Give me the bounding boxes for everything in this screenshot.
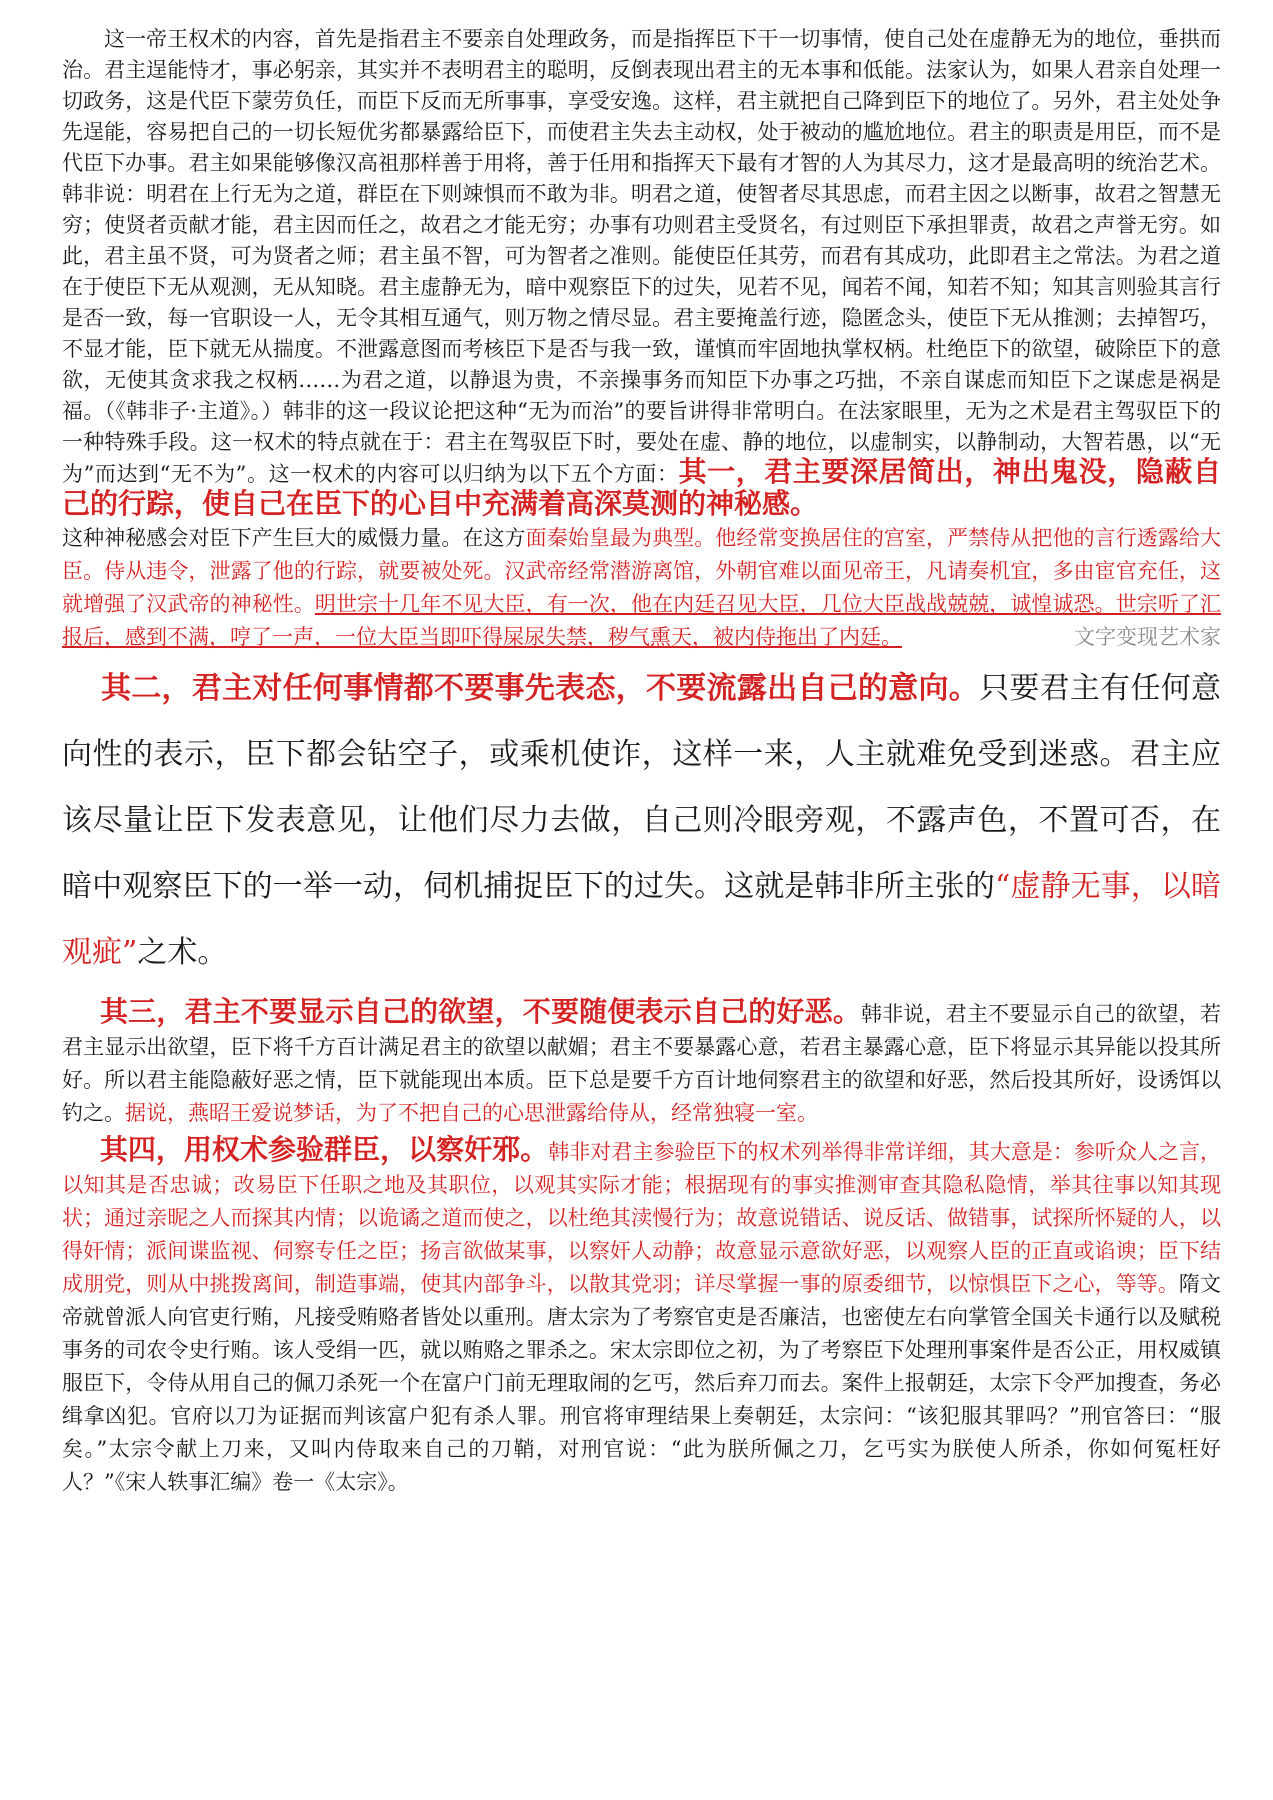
point-two-quote: “虚静无事，以暗观疵”	[62, 869, 1221, 970]
intro-text: 这一帝王权术的内容，首先是指君主不要亲自处理政务，而是指挥臣下干一切事情，使自己处在虚静无为的地位，垂拱而治。君主逞能恃才，事必躬亲，其实并不表明君主的聪明，反倒表现出君主的无本事和低能。法家认为，如果人君亲自处理一切政务，这是代臣下蒙劳负任，而臣下反而无所事事，享受安逸。这样，君主就把自己降到臣下的地位了。另外，君主处处争先逞能，容易把自己的一切长短优劣都暴露给臣下，而使君主失去主动权，处于被动的尴尬地位。君主的职责是用臣，而不是代臣下办事。君主如果能够像汉高祖那样善于用将，善于任用和指挥天下最有才智的人为其尽力，这才是最高明的统治艺术。韩非说：明君在上行无为之道，群臣在下则竦惧而不敢为非。明君之道，使智者尽其思虑，而君主因之以断事，故君之智慧无穷；使贤者贡献才能，君主因而任之，故君之才能无穷；办事有功则君主受贤名，有过则臣下承担罪责，故君之声誉无穷。如此，君主虽不贤，可为贤者之师；君主虽不智，可为智者之准则。能使臣任其劳，而君有其成功，此即君主之常法。为君之道在于使臣下无从观测，无从知晓。君主虚静无为，暗中观察臣下的过失，见若不见，闻若不闻，知若不知；知其言则验其言行是否一致，每一官职设一人，无令其相互通气，则万物之情尽显。君主要掩盖行迹，隐匿念头，使臣下无从推测；去掉智巧，不显才能，臣下就无从揣度。不泄露意图而考核臣下是否与我一致，谨慎而牢固地执掌权柄。杜绝臣下的欲望，破除臣下的意欲，无使其贪求我之权柄……为君之道，以静退为贵，不亲操事务而知臣下办事之巧拙，不亲自谋虑而知臣下之谋虑是祸是福。（《韩非子·主道》。）韩非的这一段议论把这种“无为而治”的要旨讲得非常明白。在法家眼里，无为之术是君主驾驭臣下的一种特殊手段。这一权术的特点就在于：君主在驾驭臣下时，要处在虚、静的地位，以虚制实，以静制动，大智若愚，以“无为”而达到“无不为”。这一权术的内容可以归纳为以下五个方面：	[62, 27, 1221, 486]
ming-example-underlined: 明世宗十几年不见大臣，有一次，他在内廷召见大臣，几位大臣战战兢兢，诚惶诚恐。世宗听了汇报后，感到不满，哼了一声，一位大臣当即吓得屎尿失禁，秽气熏天，被内侍拖出了内廷。	[62, 592, 1221, 649]
paragraph-point-two	[62, 656, 1221, 986]
point-two-body: 只要君主有任何意向性的表示，臣下都会钻空子，或乘机使诈，这样一来，人主就难免受到迷惑。君主应该尽量让臣下发表意见，让他们尽力去做，自己则冷眼旁观，不露声色，不置可否，在暗中观察臣下的一举一动，伺机捕捉臣下的过失。这就是韩非所主张的	[62, 671, 1222, 904]
paragraph-point-three	[62, 995, 1221, 1130]
point-two-heading: 其二，君主对任何事情都不要事先表态，不要流露出自己的意向。	[101, 671, 980, 706]
point-three-heading: 其三，君主不要显示自己的欲望，不要随便表示自己的好恶。	[99, 995, 862, 1028]
paragraph-point-four	[62, 1133, 1221, 1499]
point-four-heading: 其四，用权术参验群臣，以察奸邪。	[99, 1133, 549, 1166]
point-one-heading: 其一，君主要深居简出，神出鬼没，隐蔽自己的行踪，使自己在臣下的心目中充满着高深莫测的神秘感。	[62, 455, 1221, 520]
paragraph-intro	[62, 24, 1221, 522]
qin-han-example: 面秦始皇最为典型。他经常变换居住的宫室，严禁侍从把他的言行透露给大臣。侍从违令，泄露了他的行踪，就要被处死。汉武帝经常潜游离馆，外朝官难以面见帝王，凡请奏机宜，多由宦官充任，这就增强了汉武帝的神秘性。	[62, 526, 1222, 616]
point-three-body: 韩非说，君主不要显示自己的欲望，若君主显示出欲望，臣下将千方百计满足君主的欲望以献媚；君主不要暴露心意，若君主暴露心意，臣下将显示其异能以投其所好。所以君主能隐蔽好恶之情，臣下就能现出本质。臣下总是要千方百计地伺察君主的欲望和好恶，然后投其所好，设诱饵以钓之。	[62, 1002, 1221, 1125]
point-four-methods: 韩非对君主参验臣下的权术列举得非常详细，其大意是：参听众人之言，以知其是否忠诚；改易臣下任职之地及其职位，以观其实际才能；根据现有的事实推测审查其隐私隐情，举其往事以知其现状；通过亲昵之人而探其内情；以诡谲之道而使之，以杜绝其渎慢行为；故意说错话、说反话、做错事，试探所怀疑的人，以得奸情；派间谍监视、伺察专任之臣；扬言欲做某事，以察奸人动静；故意显示意欲好恶，以观察人臣的正直或谄谀；臣下结成朋党，则从中挑拨离间，制造事端，使其内部争斗，以散其党羽；详尽掌握一事的原委细节，以惊惧臣下之心，等等。	[62, 1140, 1221, 1296]
paragraph-mystery	[62, 522, 1221, 654]
watermark-label: 文字变现艺术家	[1074, 625, 1221, 649]
point-three-example: 据说，燕昭王爱说梦话，为了不把自己的心思泄露给侍从，经常独寝一室。	[125, 1101, 818, 1125]
point-two-tail: 之术。	[137, 935, 228, 970]
point-four-examples: 隋文帝就曾派人向官吏行贿，凡接受贿赂者皆处以重刑。唐太宗为了考察官吏是否廉洁，也密使左右向掌管全国关卡通行以及赋税事务的司农令史行贿。该人受绢一匹，就以贿赂之罪杀之。宋太宗即位之初，为了考察臣下处理刑事案件是否公正，用权威镇服臣下，令侍从用自己的佩刀杀死一个在富户门前无理取闹的乞丐，然后弃刀而去。案件上报朝廷，太宗下令严加搜查，务必缉拿凶犯。官府以刀为证据而判该富户犯有杀人罪。刑官将审理结果上奏朝廷，太宗问：“该犯服其罪吗？”刑官答曰：“服矣。”太宗令献上刀来，又叫内侍取来自己的刀鞘，对刑官说：“此为朕所佩之刀，乞丐实为朕使人所杀，你如何冤枉好人？”《宋人轶事汇编》卷一《太宗》。	[62, 1272, 1221, 1494]
mystery-text: 这种神秘感会对臣下产生巨大的威慑力量。在这方	[62, 526, 526, 550]
